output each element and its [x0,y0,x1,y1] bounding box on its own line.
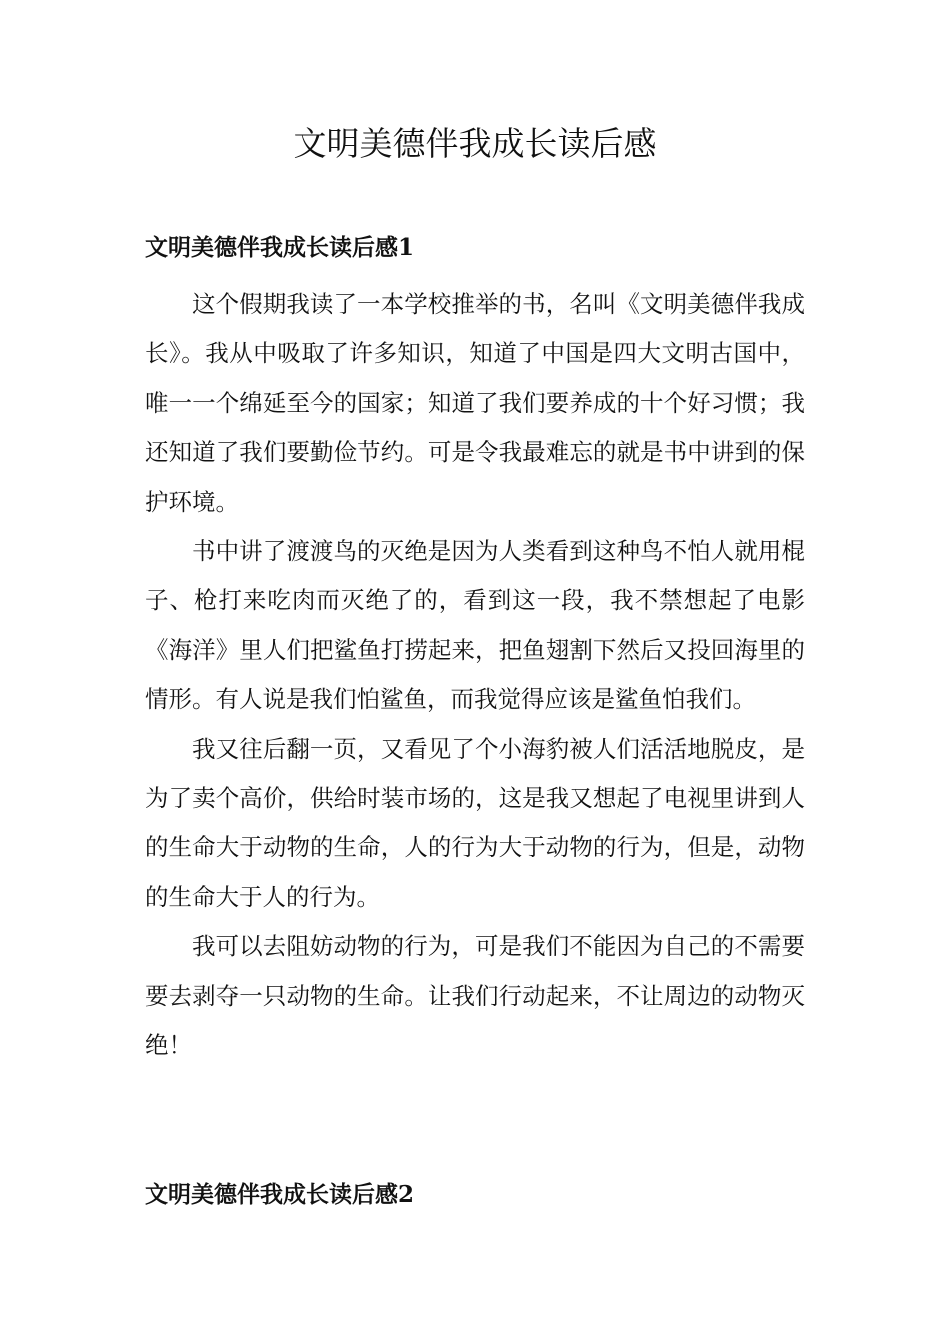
paragraph: 我可以去阻妨动物的行为，可是我们不能因为自己的不需要要去剥夺一只动物的生命。让我们行动起来，不让周边的动物灭绝！ [145,932,805,1060]
section-heading-1: 文明美德伴我成长读后感1 [145,234,415,261]
section-1-body [145,280,805,1071]
section-heading-2: 文明美德伴我成长读后感2 [145,1181,415,1208]
paragraph: 书中讲了渡渡鸟的灭绝是因为人类看到这种鸟不怕人就用棍子、枪打来吃肉而灭绝了的，看到这一段，我不禁想起了电影《海洋》里人们把鲨鱼打捞起来，把鱼翅割下然后又投回海里的情形。有人说是我们怕鲨鱼，而我觉得应该是鲨鱼怕我们。 [145,537,805,714]
document-title: 文明美德伴我成长读后感 [293,124,657,163]
paragraph: 我又往后翻一页，又看见了个小海豹被人们活活地脱皮，是为了卖个高价，供给时装市场的，这是我又想起了电视里讲到人的生命大于动物的生命，人的行为大于动物的行为，但是，动物的生命大于人的行为。 [145,734,805,911]
paragraph: 这个假期我读了一本学校推举的书，名叫《文明美德伴我成长》。我从中吸取了许多知识，知道了中国是四大文明古国中，唯一一个绵延至今的国家；知道了我们要养成的十个好习惯；我还知道了我们要勤俭节约。可是令我最难忘的就是书中讲到的保护环境。 [145,290,805,516]
